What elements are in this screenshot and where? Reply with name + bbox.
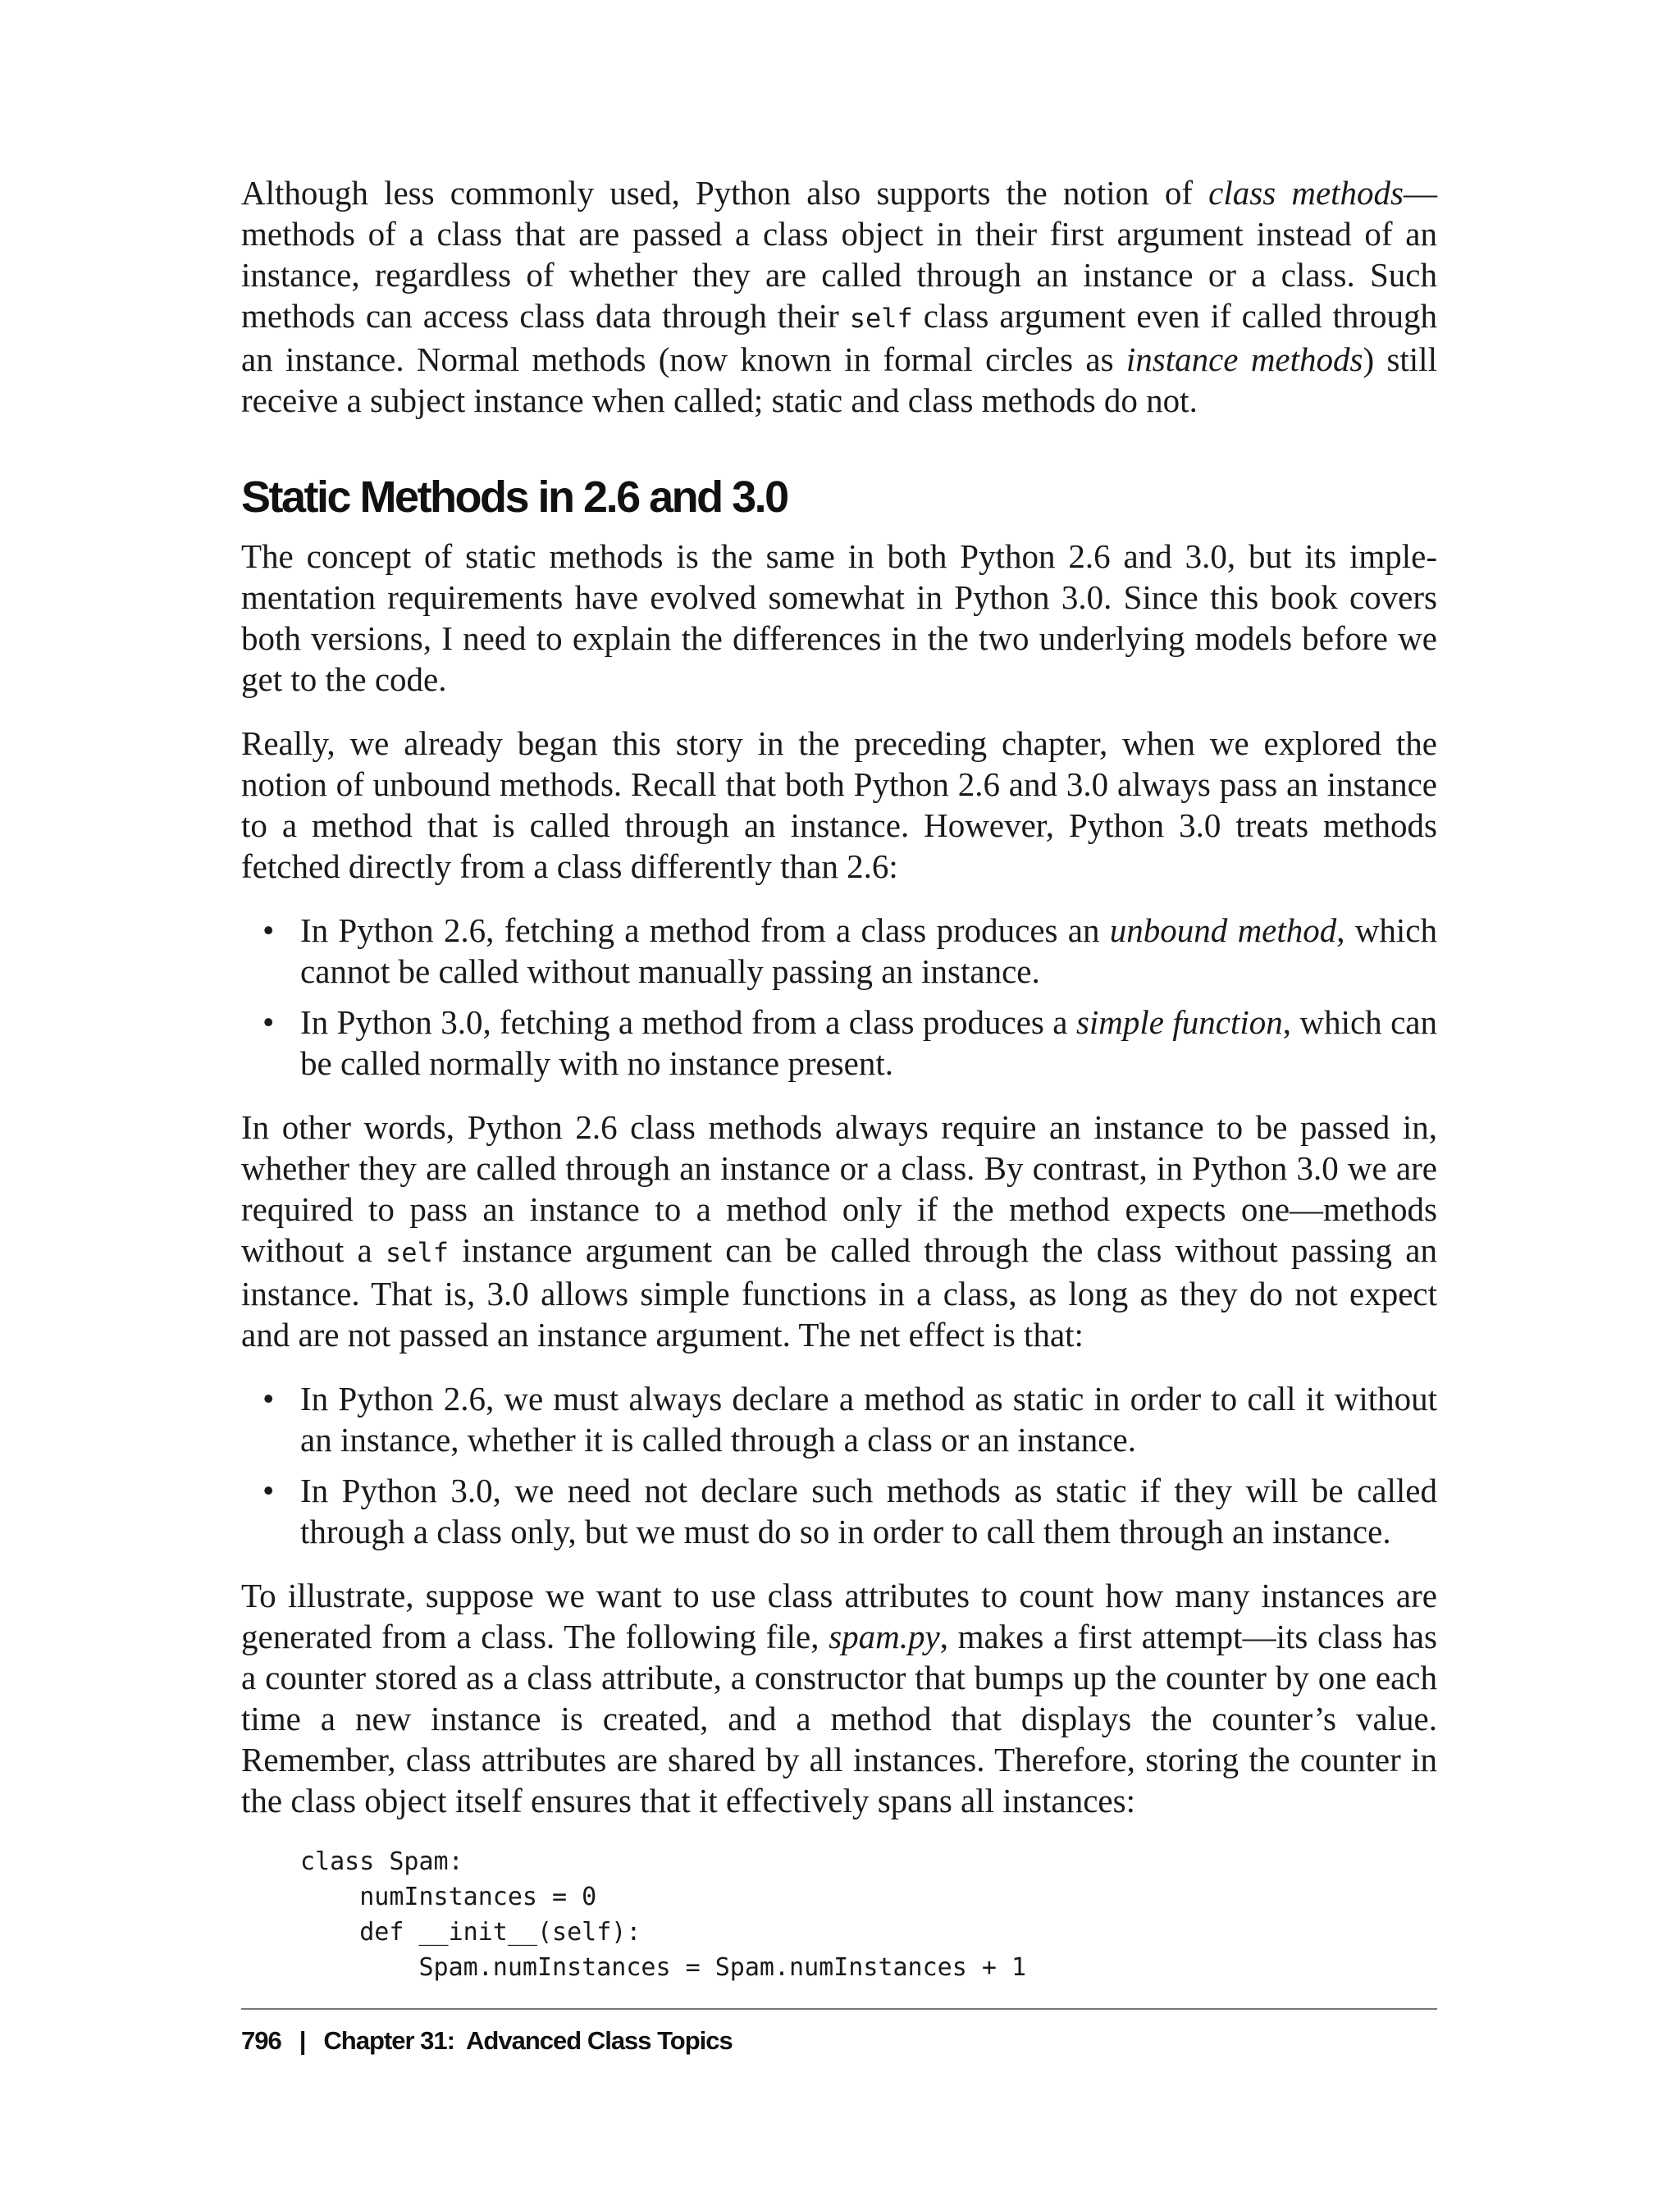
list-item-text: In Python 2.6, fetching a method from a class produces an bbox=[300, 911, 1110, 949]
intro-emphasis-class-methods: class methods bbox=[1208, 174, 1404, 212]
code-line: Spam.numInstances = Spam.numInstances + 1 bbox=[300, 1953, 1027, 1982]
paragraph-text: , makes a first attempt—its class has a counter stored as a class attribute, a constructor that bumps up the counter by one each time a new instance is created, and a method that displays the counter’s value. Remember, class attributes are shared by all instances. Therefore, storing the counter in the class object itself ensures that it effectively spans all instances: bbox=[241, 1618, 1437, 1819]
intro-paragraph bbox=[241, 172, 1437, 421]
chapter-title: Chapter 31: Advanced Class Topics bbox=[323, 2026, 733, 2055]
inline-code-self: self bbox=[385, 1237, 450, 1268]
intro-code-self: self bbox=[849, 303, 913, 334]
intro-text-1: Although less commonly used, Python also supports the notion of bbox=[241, 174, 1209, 212]
page-number: 796 bbox=[241, 2026, 281, 2055]
bullet-icon: • bbox=[262, 1003, 275, 1041]
code-line: numInstances = 0 bbox=[300, 1883, 597, 1911]
bullet-list-net-effect bbox=[241, 1378, 1437, 1552]
page-footer bbox=[241, 2025, 733, 2057]
bullet-list-fetching bbox=[241, 910, 1437, 1084]
code-line: class Spam: bbox=[300, 1847, 463, 1876]
paragraph-text: To illustrate, suppose we want to use class attributes to count how many instances are generated from a class. The following file, bbox=[241, 1577, 1437, 1655]
list-item-text: , which cannot be called without manually passing an instance. bbox=[300, 911, 1437, 990]
list-item-text: , which can be called normally with no instance present. bbox=[300, 1003, 1438, 1082]
paragraph-text: In other words, Python 2.6 class methods always require an instance to be passed in, whether they are called through an instance or a class. By contrast, in Python 3.0 we are required to pass an instance to a method only if the method expects one—methods without a bbox=[241, 1108, 1437, 1269]
list-item bbox=[241, 1470, 1437, 1552]
list-item bbox=[241, 910, 1437, 992]
paragraph-text: instance argument can be called through the class without passing an instance. That is, 3.0 allows simple functions in a class, as long as they do not expect and are not passed an instance argument. The net effect is that: bbox=[241, 1231, 1437, 1354]
list-item-emphasis: simple function bbox=[1075, 1003, 1283, 1041]
list-item bbox=[241, 1378, 1437, 1460]
bullet-icon: • bbox=[262, 1472, 275, 1509]
footer-separator: | bbox=[299, 2026, 306, 2055]
bullet-icon: • bbox=[262, 911, 275, 949]
paragraph-in-other-words bbox=[241, 1107, 1437, 1355]
section-heading: Static Methods in 2.6 and 3.0 bbox=[241, 472, 788, 522]
page-content bbox=[241, 172, 1437, 1985]
list-item-text: In Python 2.6, we must always declare a method as static in order to call it without an instance, whether it is called through a class or an instance. bbox=[300, 1380, 1437, 1459]
intro-text-4: ) still receive a subject instance when called; static and class methods do not. bbox=[241, 340, 1437, 419]
footer-divider bbox=[241, 2008, 1437, 2010]
list-item bbox=[241, 1002, 1437, 1084]
code-block bbox=[300, 1844, 1437, 1985]
filename-emphasis: spam.py bbox=[829, 1618, 940, 1655]
list-item-emphasis: unbound method bbox=[1109, 911, 1337, 949]
intro-emphasis-instance-methods: instance methods bbox=[1125, 340, 1363, 378]
paragraph-illustrate bbox=[241, 1575, 1437, 1821]
list-item-text: In Python 3.0, fetching a method from a class produces a bbox=[300, 1003, 1076, 1041]
paragraph-concept: The concept of static methods is the same in both Python 2.6 and 3.0, but its implementation requirements have evolved somewhat in Python 3.0. Since this book covers both versions, I need to explain the differences in the two underlying models before we get to the code. bbox=[241, 537, 1437, 698]
list-item-text: In Python 3.0, we need not declare such methods as static if they will be called through a class only, but we must do so in order to call them through an instance. bbox=[300, 1472, 1437, 1550]
bullet-icon: • bbox=[262, 1380, 275, 1418]
intro-text-3: class argument even if called through an instance. Normal methods (now known in formal circles as bbox=[241, 297, 1437, 378]
paragraph-unbound-methods: Really, we already began this story in the preceding chapter, when we explored the notion of unbound methods. Recall that both Python 2.6 and 3.0 always pass an instance to a method that is called through an instance. However, Python 3.0 treats methods fetched directly from a class differently than 2.6: bbox=[241, 724, 1437, 885]
code-line: def __init__(self): bbox=[300, 1918, 641, 1947]
intro-text-2: —methods of a class that are passed a class object in their first argument instead of an instance, regardless of whether they are called through an instance or a class. Such methods can access class data through their bbox=[241, 174, 1438, 335]
